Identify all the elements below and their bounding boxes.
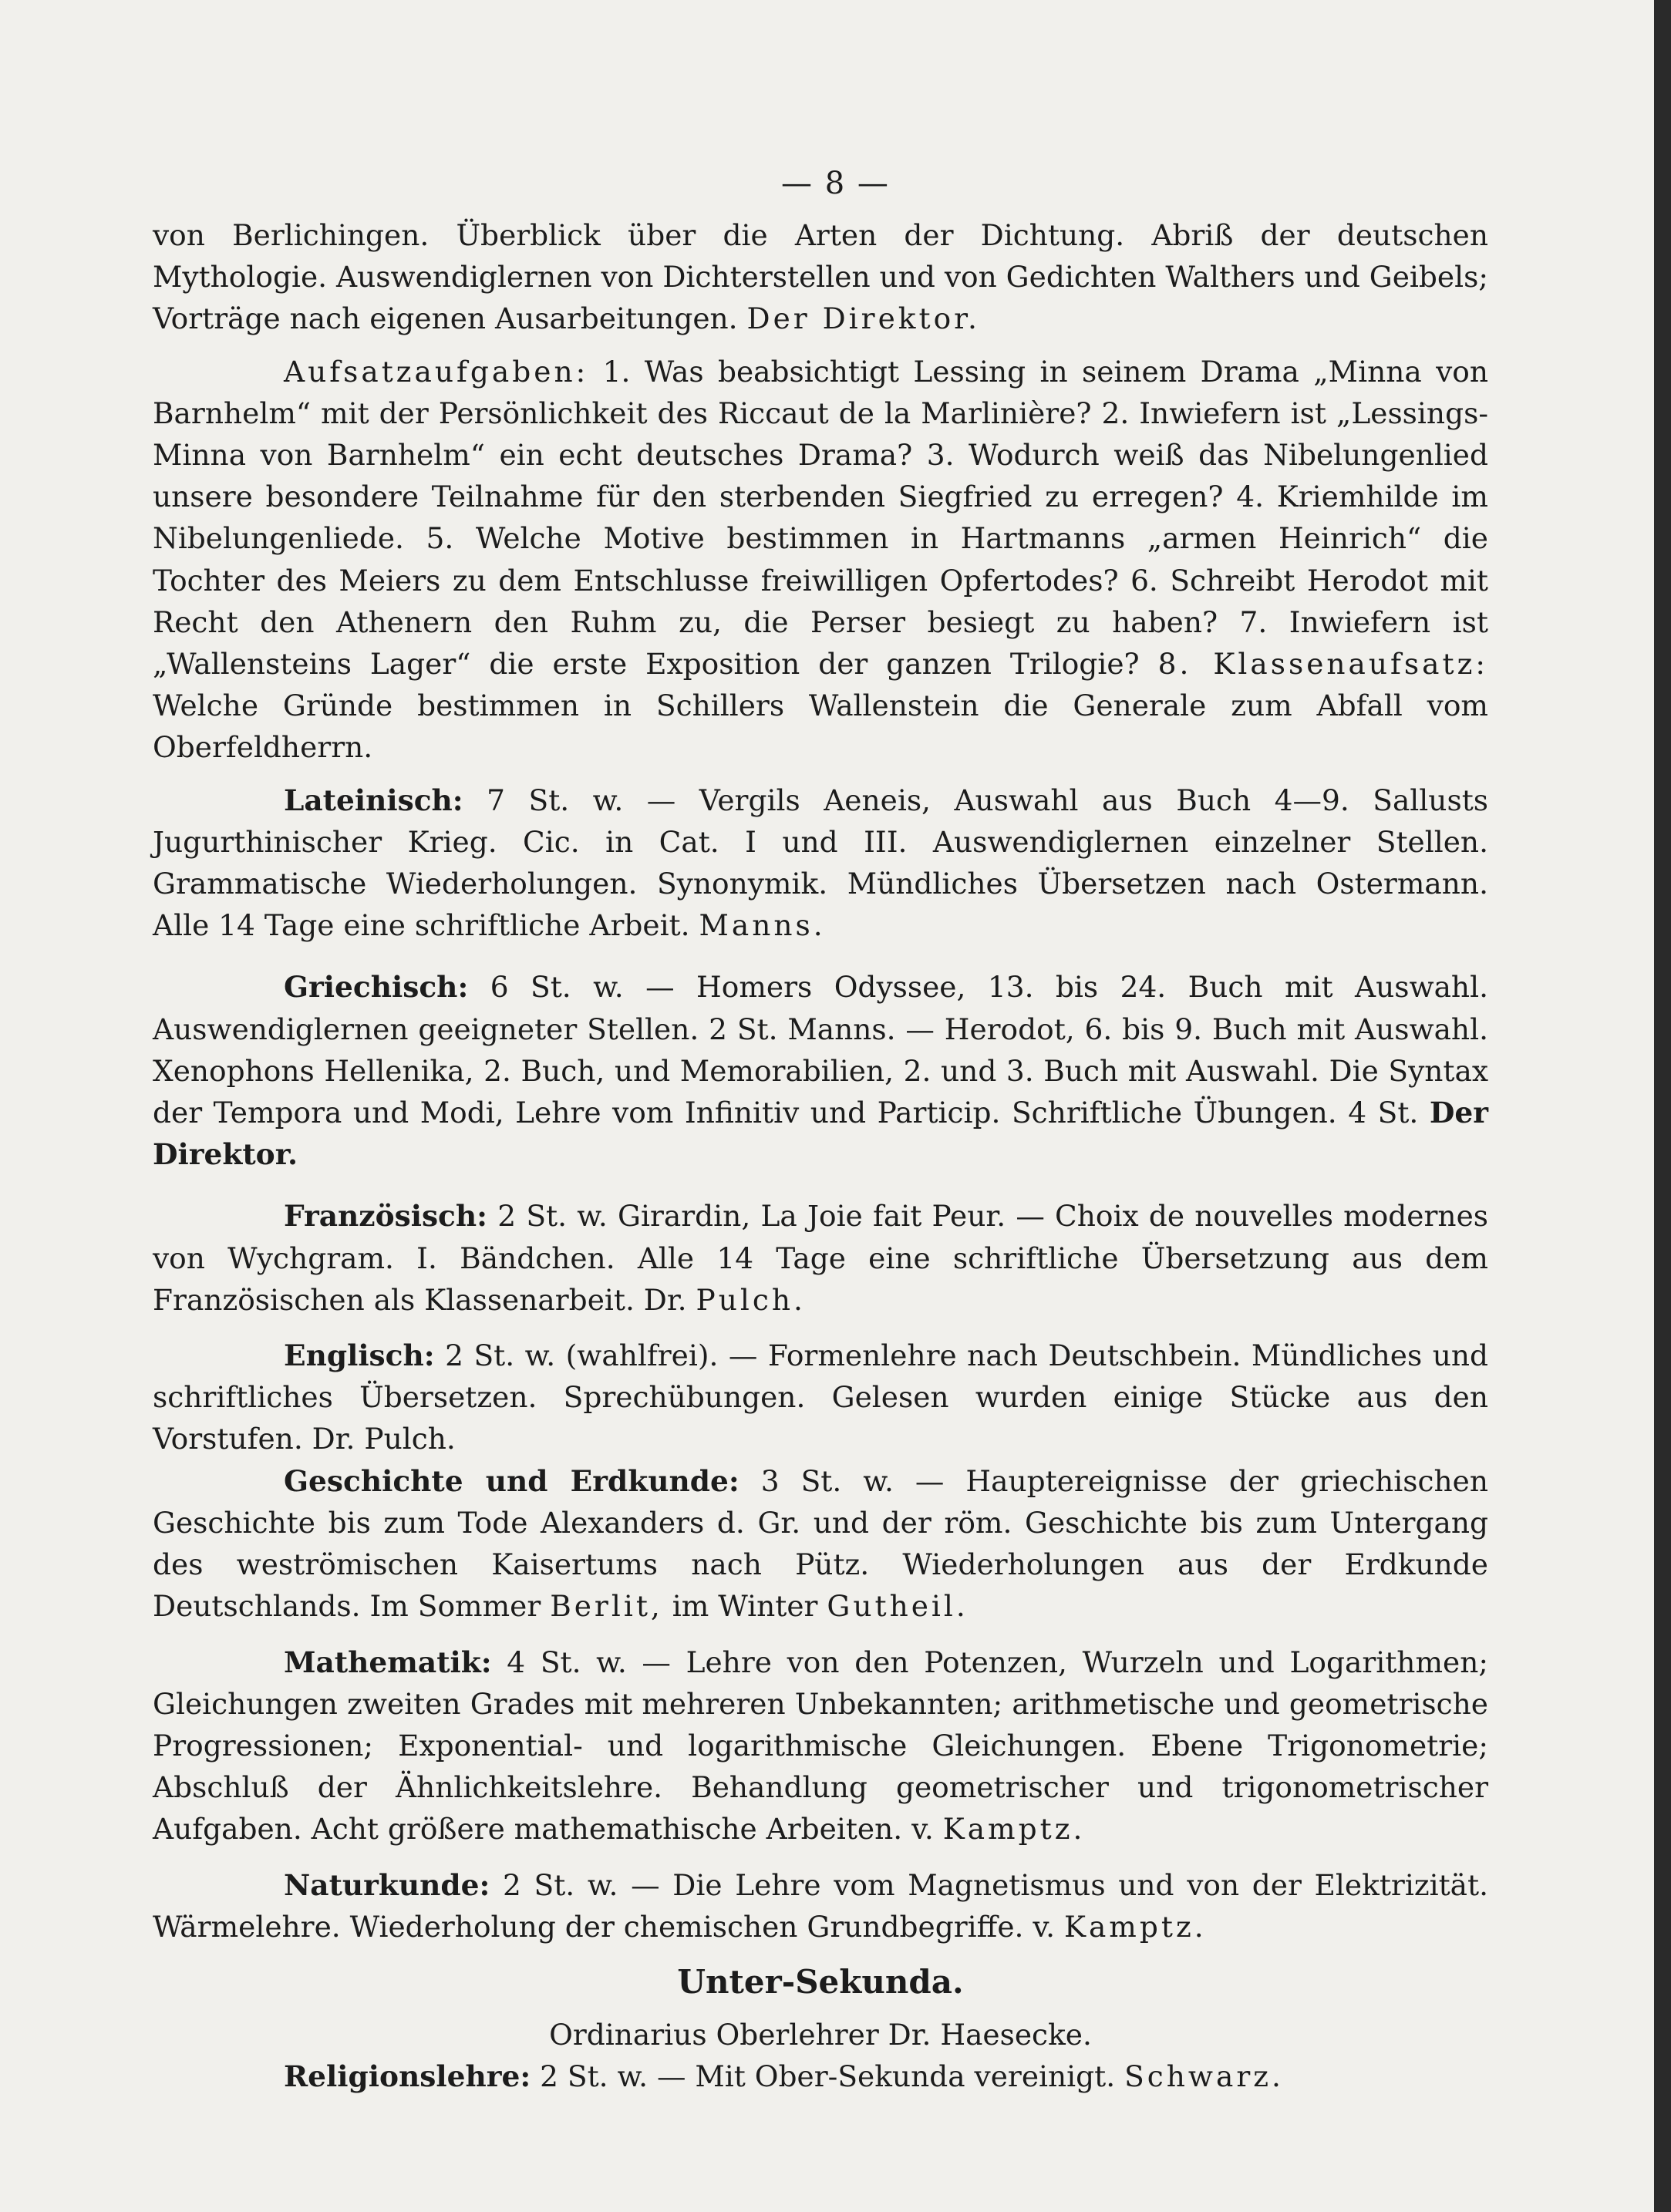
geschichte-text: 3 St. w. — Hauptereignisse der griechischen Geschichte bis zum Tode Alexanders d. Gr. und der röm. Geschichte bis zum Untergang des weströmischen Kaisertums nach Pütz. Wiederholungen aus der Erdkunde Deutschlands. Im Sommer (153, 1463, 1489, 1624)
naturkunde-text: 2 St. w. — Die Lehre vom Magnetismus und von der Elektrizität. Wärmelehre. Wiederholung der chemischen Grundbegriffe. v. (153, 1867, 1488, 1944)
deutsch-teacher: Der Direktor. (746, 301, 980, 336)
unter-sekunda-heading: Unter-Sekunda. (677, 1962, 964, 2001)
griechisch-teacher: Der Direktor. (153, 1096, 1488, 1172)
latein-heading: Lateinisch: (284, 783, 463, 817)
paragraph-aufsatzaufgaben (153, 351, 1488, 769)
page-number: — 8 — (781, 166, 890, 201)
section-griechisch (153, 966, 1488, 1175)
section-mathematik (153, 1641, 1488, 1850)
paragraph-deutsch-continuation (153, 214, 1488, 340)
englisch-heading: Englisch: (284, 1338, 435, 1373)
latein-text: 7 St. w. — Vergils Aeneis, Auswahl aus Buch 4—9. Sallusts Jugurthinischer Krieg. Cic. in Cat. I und III. Auswendiglernen einzelner Stellen. Grammatische Wiederholungen. Synonymik. Mündliches Übersetzen nach Ostermann. Alle 14 Tage eine schriftliche Arbeit. (153, 783, 1489, 943)
geschichte-teacher-summer: Berlit, (550, 1589, 663, 1624)
aufsatz-heading: Aufsatzaufgaben: (284, 354, 589, 389)
naturkunde-teacher: Kamptz. (1063, 1909, 1207, 1944)
naturkunde-heading: Naturkunde: (284, 1867, 490, 1902)
franzoesisch-teacher: Pulch. (696, 1282, 806, 1317)
klassenaufsatz-heading: 8. Klassenaufsatz: (1157, 647, 1488, 682)
section-franzoesisch (153, 1195, 1488, 1321)
franzoesisch-text: 2 St. w. Girardin, La Joie fait Peur. — Choix de nouvelles modernes von Wychgram. I. Bändchen. Alle 14 Tage eine schriftliche Übersetzung aus dem Französischen als Klassenarbeit. Dr. (153, 1199, 1489, 1317)
geschichte-heading: Geschichte und Erdkunde: (284, 1463, 739, 1498)
mathematik-heading: Mathematik: (284, 1645, 492, 1679)
section-religionslehre (153, 2055, 1488, 2097)
section-naturkunde (153, 1864, 1488, 1948)
franzoesisch-heading: Französisch: (284, 1199, 488, 1234)
religionslehre-text: 2 St. w. — Mit Ober-Sekunda vereinigt. (540, 2059, 1116, 2094)
religionslehre-teacher: Schwarz. (1124, 2059, 1284, 2094)
griechisch-heading: Griechisch: (284, 970, 469, 1005)
section-geschichte-erdkunde (153, 1460, 1488, 1628)
section-latein (153, 779, 1488, 947)
mathematik-text: 4 St. w. — Lehre von den Potenzen, Wurzeln und Logarithmen; Gleichungen zweiten Grades mit mehreren Unbekannten; arithmetische und geometrische Progressionen; Exponential- und logarithmische Gleichungen. Ebene Trigonometrie; Abschluß der Ähnlichkeitslehre. Behandlung geometrischer und trigonometrischer Aufgaben. Acht größere mathemathische Arbeiten. v. (153, 1645, 1488, 1847)
englisch-text: 2 St. w. (wahlfrei). — Formenlehre nach Deutschbein. Mündliches und schriftliches Übersetzen. Sprechübungen. Gelesen wurden einige Stücke aus den Vorstufen. Dr. Pulch. (153, 1338, 1489, 1456)
unter-sekunda-ordinarius: Ordinarius Oberlehrer Dr. Haesecke. (549, 2018, 1092, 2052)
page-edge (1654, 0, 1671, 2212)
griechisch-text: 6 St. w. — Homers Odyssee, 13. bis 24. Buch mit Auswahl. Auswendiglernen geeigneter Stellen. 2 St. Manns. — Herodot, 6. bis 9. Buch mit Auswahl. Xenophons Hellenika, 2. Buch, und Memorabilien, 2. und 3. Buch mit Auswahl. Die Syntax der Tempora und Modi, Lehre vom Infinitiv und Particip. Schriftliche Übungen. 4 St. (153, 970, 1488, 1130)
geschichte-teacher-winter: Gutheil. (827, 1589, 969, 1624)
klassenaufsatz-text: Welche Gründe bestimmen in Schillers Wallenstein die Generale zum Abfall vom Oberfeldherrn. (153, 689, 1488, 765)
section-englisch (153, 1335, 1488, 1460)
mathematik-teacher: Kamptz. (942, 1812, 1086, 1847)
geschichte-winter-label: im Winter (672, 1589, 818, 1624)
religionslehre-heading: Religionslehre: (284, 2059, 531, 2094)
aufsatz-text: 1. Was beabsichtigt Lessing in seinem Drama „Minna von Barnhelm“ mit der Persönlichkeit des Riccaut de la Marlinière? 2. Inwiefern ist „Lessings-Minna von Barnhelm“ ein echt deutsches Drama? 3. Wodurch weiß das Nibelungenlied unsere besondere Teilnahme für den sterbenden Siegfried zu erregen? 4. Kriemhilde im Nibelungenliede. 5. Welche Motive bestimmen in Hartmanns „armen Heinrich“ die Tochter des Meiers zu dem Entschlusse freiwilligen Opfertodes? 6. Schreibt Herodot mit Recht den Athenern den Ruhm zu, die Perser besiegt zu haben? 7. Inwiefern ist „Wallensteins Lager“ die erste Exposition der ganzen Trilogie? (153, 354, 1488, 682)
deutsch-text: von Berlichingen. Überblick über die Arten der Dichtung. Abriß der deutschen Mythologie. Auswendiglernen von Dichterstellen und von Gedichten Walthers und Geibels; Vorträge nach eigenen Ausarbeitungen. (153, 218, 1488, 336)
latein-teacher: Manns. (699, 908, 826, 943)
document-body (153, 214, 1488, 2098)
